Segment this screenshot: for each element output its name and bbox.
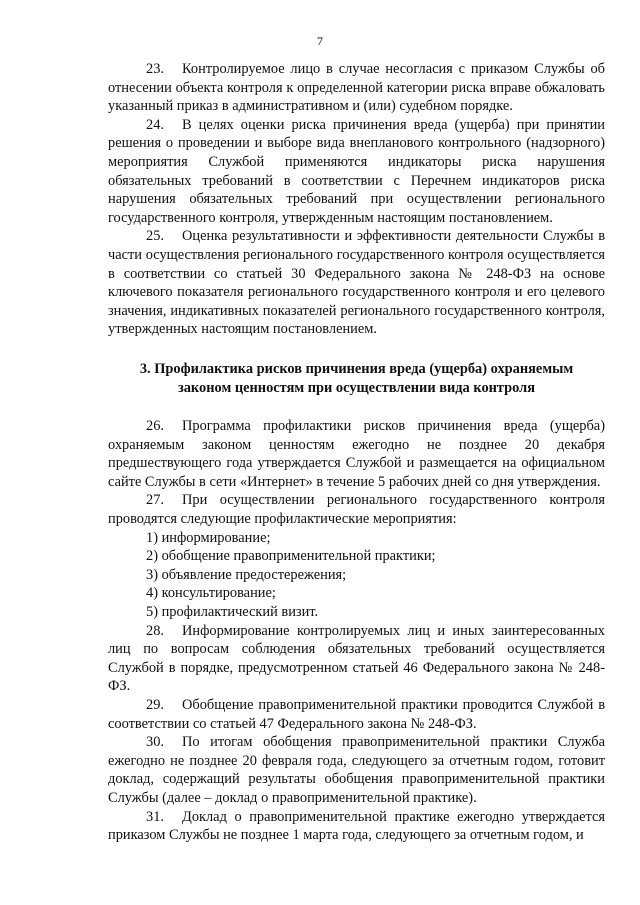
paragraph-text: Информирование контролируемых лиц и иных заинтересованных лиц по вопросам соблюдения обязательных требований осуществляется Службой в порядке, предусмотренном статьей 46 Федерального закона № 248-ФЗ. — [108, 622, 605, 695]
section-heading-line-1: 3. Профилактика рисков причинения вреда (ущерба) охраняемым — [139, 360, 574, 377]
paragraph-number: 25. — [146, 228, 164, 245]
paragraph-number: 30. — [146, 734, 164, 751]
list-item: 2) обобщение правоприменительной практики; — [146, 548, 436, 565]
paragraph-number: 27. — [146, 492, 164, 509]
paragraph-number: 26. — [146, 418, 164, 435]
paragraph-text: Оценка результативности и эффективности деятельности Службы в части осуществления регионального государственного контроля осуществляется в соответствии со статьей 30 Федерального закона № 248-ФЗ на основе ключевого показателя регионального государственного контроля и его целевого значения, индикативных показателей регионального государственного контроля, утвержденных настоящим постановлением. — [108, 228, 605, 338]
paragraph-25 — [108, 227, 605, 339]
paragraph-text: Программа профилактики рисков причинения вреда (ущерба) охраняемым законом ценностям ежегодно не позднее 20 декабря предшествующего года утверждается Службой и размещается на официальном сайте Службы в сети «Интернет» в течение 5 рабочих дней со дня утверждения. — [108, 418, 605, 490]
paragraph-text: В целях оценки риска причинения вреда (ущерба) при принятии решения о проведении и выборе вида внепланового контрольного (надзорного) мероприятия Службой применяются индикаторы риска нарушения обязательных требований в соответствии с Перечнем индикаторов риска нарушения обязательных требований при осуществлении регионального государственного контроля, утвержденным настоящим постановлением. — [108, 116, 605, 226]
paragraph-31 — [108, 808, 605, 845]
section-heading — [108, 360, 605, 397]
paragraph-24 — [108, 116, 605, 228]
paragraph-number: 31. — [146, 808, 164, 825]
document-body — [108, 60, 605, 845]
paragraph-26 — [108, 417, 605, 491]
paragraph-text: При осуществлении регионального государственного контроля проводятся следующие профилактические мероприятия: — [108, 492, 605, 528]
page-number: 7 — [317, 34, 323, 48]
paragraph-text: Контролируемое лицо в случае несогласия с приказом Службы об отнесении объекта контроля к определенной категории риска вправе обжаловать указанный приказ в административном и (или) судебном порядке. — [108, 61, 605, 115]
paragraph-text: Доклад о правоприменительной практике ежегодно утверждается приказом Службы не позднее 1 марта года, следующего за отчетным годом, и — [108, 808, 605, 844]
paragraph-text: По итогам обобщения правоприменительной практики Служба ежегодно не позднее 20 февраля года, следующего за отчетным годом, готовит доклад, содержащий результаты обобщения правоприменительной практики Службы (далее – доклад о правоприменительной практике). — [108, 734, 605, 806]
paragraph-number: 28. — [146, 622, 164, 639]
paragraph-27 — [108, 491, 605, 528]
paragraph-30 — [108, 733, 605, 807]
paragraph-28 — [108, 622, 605, 696]
section-heading-line-2: законом ценностям при осуществлении вида контроля — [177, 379, 536, 396]
paragraph-number: 24. — [146, 116, 164, 133]
paragraph-29 — [108, 696, 605, 733]
list-item: 3) объявление предостережения; — [146, 566, 347, 583]
list-item: 5) профилактический визит. — [146, 604, 319, 621]
paragraph-23 — [108, 60, 605, 116]
paragraph-number: 23. — [146, 61, 164, 77]
list-item: 4) консультирование; — [146, 585, 276, 602]
paragraph-text: Обобщение правоприменительной практики проводится Службой в соответствии со статьей 47 Федерального закона № 248-ФЗ. — [108, 697, 605, 732]
paragraph-number: 29. — [146, 697, 164, 713]
list-item: 1) информирование; — [146, 529, 271, 546]
